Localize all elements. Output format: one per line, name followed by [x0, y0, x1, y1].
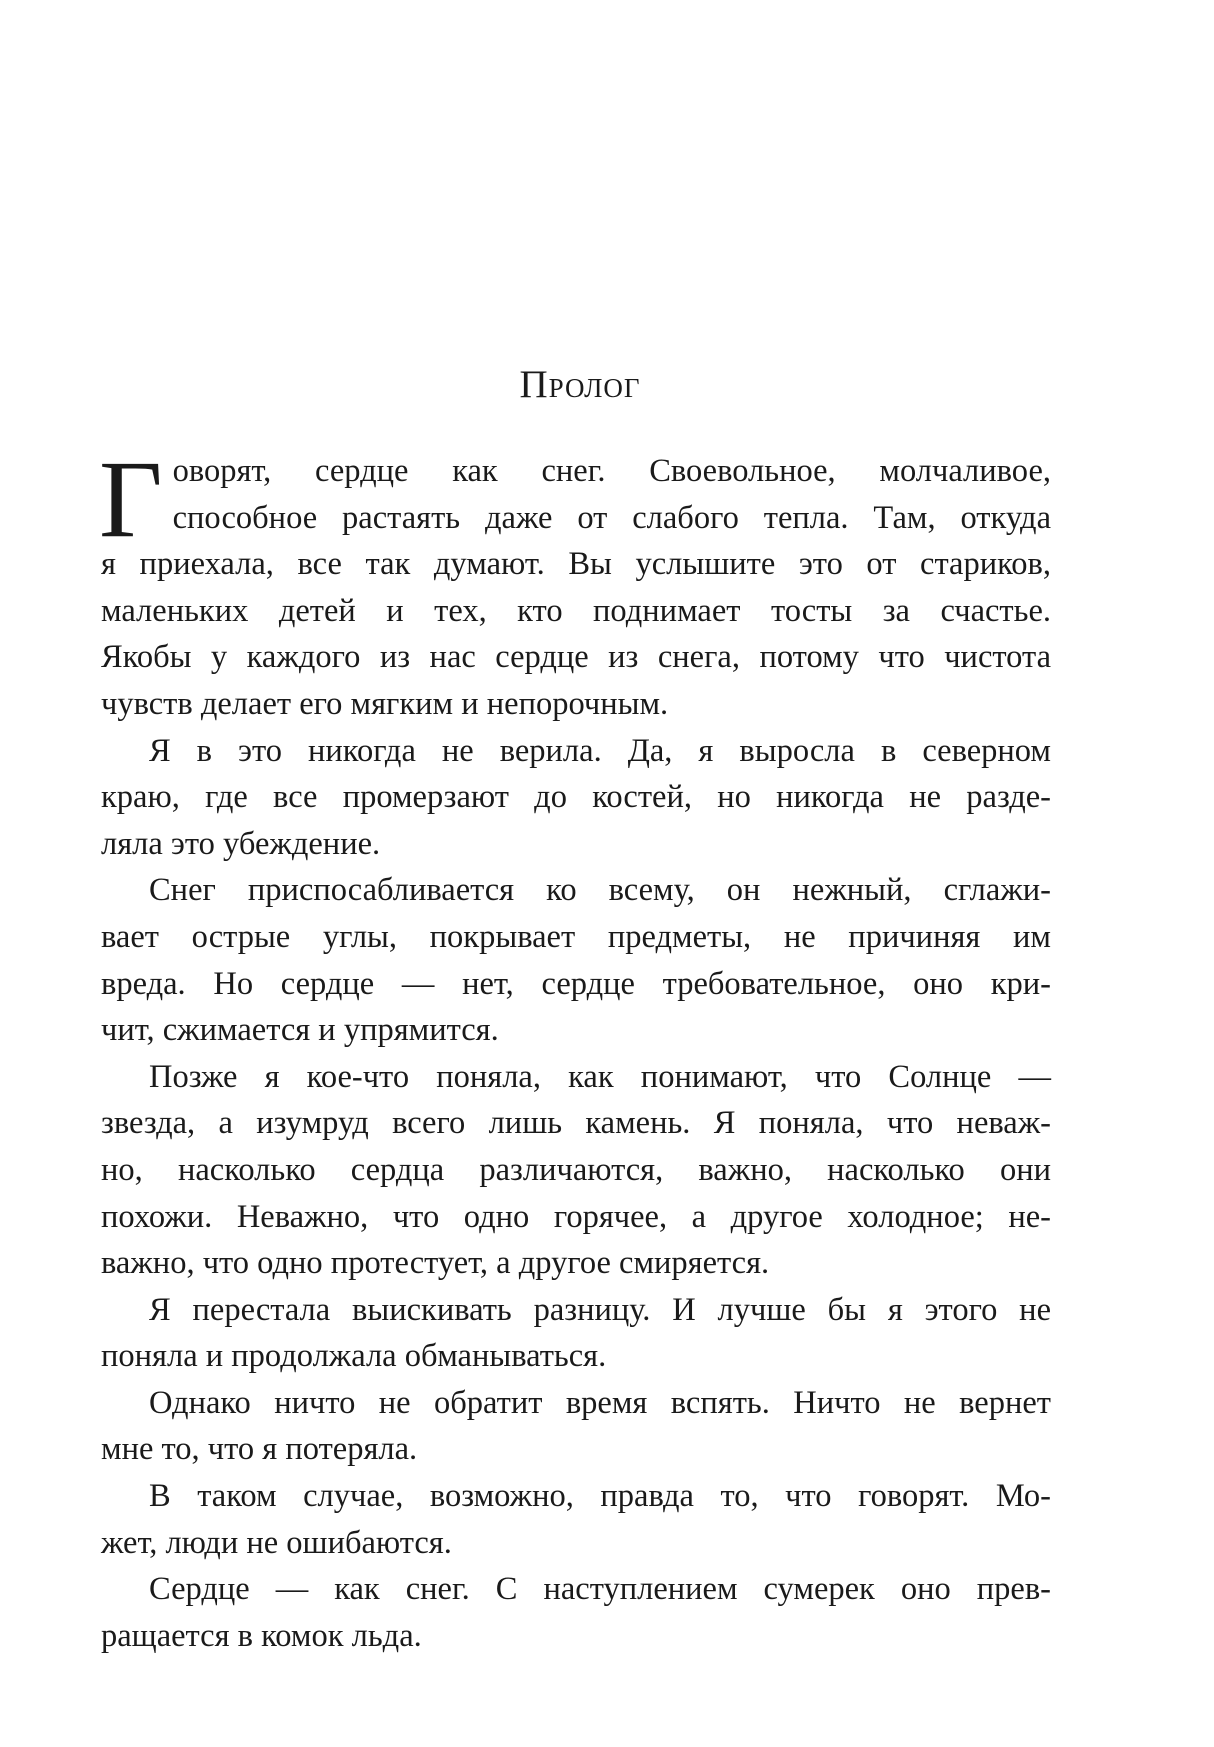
text-line: важно, что одно протестует, а другое смиряется.	[101, 1245, 770, 1282]
text-line: но, насколько сердца различаются, важно, насколько они	[101, 1151, 1051, 1188]
paragraph-1	[99, 438, 1051, 728]
text-line: звезда, а изумруд всего лишь камень. Я поняла, что неваж-	[101, 1105, 1051, 1142]
text-line: способное растаять даже от слабого тепла. Там, откуда	[172, 499, 1051, 536]
text-line: я приехала, все так думают. Вы услышите это от стариков,	[101, 546, 1051, 583]
text-line: вает острые углы, покрывает предметы, не причиняя им	[101, 918, 1051, 955]
paragraph-4	[101, 1054, 1051, 1287]
paragraph-8	[101, 1566, 1051, 1659]
text-line: краю, где все промерзают до костей, но никогда не разде-	[101, 779, 1051, 816]
text-line: вреда. Но сердце — нет, сердце требовательное, оно кри-	[101, 965, 1051, 1002]
paragraph-5	[101, 1287, 1051, 1380]
text-line: поняла и продолжала обманываться.	[101, 1338, 607, 1375]
text-line: оворят, сердце как снег. Своевольное, молчаливое,	[172, 453, 1051, 489]
text-line: маленьких детей и тех, кто поднимает тосты за счастье.	[101, 592, 1051, 629]
text-line: Позже я кое-что поняла, как понимают, что Солнце —	[149, 1058, 1051, 1095]
text-line: В таком случае, возможно, правда то, что говорят. Мо-	[149, 1478, 1051, 1515]
chapter-title: Пролог	[519, 363, 641, 406]
text-line: чит, сжимается и упрямится.	[101, 1012, 499, 1049]
text-line: ращается в комок льда.	[101, 1617, 422, 1654]
text-line: Я перестала выискивать разницу. И лучше бы я этого не	[149, 1291, 1051, 1328]
body-text	[99, 438, 1051, 1659]
paragraph-7	[101, 1473, 1051, 1566]
drop-cap: Г	[99, 438, 163, 560]
text-line: мне то, что я потеряла.	[101, 1431, 418, 1468]
text-line: жет, люди не ошибаются.	[101, 1524, 452, 1561]
text-line: Сердце — как снег. С наступлением сумерек оно прев-	[149, 1571, 1051, 1608]
text-line: Якобы у каждого из нас сердце из снега, потому что чистота	[101, 639, 1051, 676]
text-line: Однако ничто не обратит время вспять. Ничто не вернет	[149, 1384, 1051, 1421]
paragraph-3	[101, 867, 1051, 1053]
text-line: похожи. Неважно, что одно горячее, а другое холодное; не-	[101, 1198, 1051, 1235]
text-line: ляла это убеждение.	[101, 825, 381, 862]
paragraph-6	[101, 1380, 1051, 1473]
text-line: Я в это никогда не верила. Да, я выросла в северном	[149, 732, 1051, 769]
text-line: Снег приспосабливается ко всему, он нежный, сглажи-	[149, 872, 1051, 909]
text-line: чувств делает его мягким и непорочным.	[101, 685, 669, 722]
paragraph-2	[101, 728, 1051, 868]
